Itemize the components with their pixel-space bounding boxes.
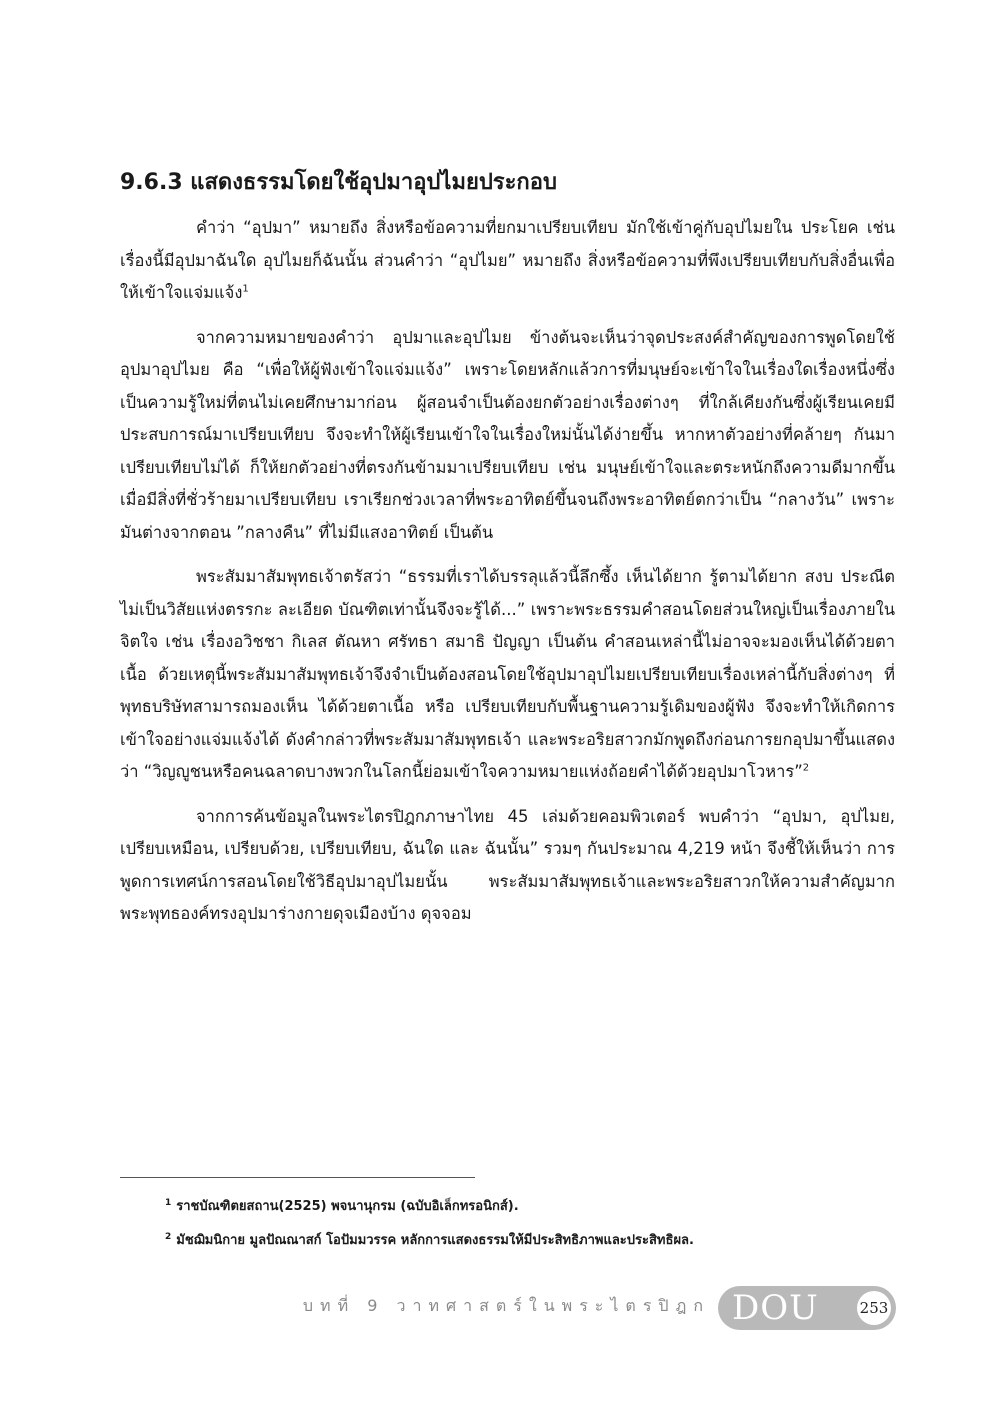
footnote-text: ราชบัณฑิตยสถาน(2525) พจนานุกรม (ฉบับอิเล็กทรอนิกส์). [176, 1199, 519, 1214]
footnote-1 [165, 1197, 895, 1217]
footnote-text: มัชฌิมนิกาย มูลปัณณาสก์ โอปัมมวรรค หลักการแสดงธรรมให้มีประสิทธิภาพและประสิทธิผล. [176, 1233, 694, 1248]
footer-badge [718, 1286, 896, 1330]
paragraph-purpose [120, 322, 895, 550]
footnote-2 [165, 1231, 895, 1251]
paragraph-text: จากความหมายของคำว่า อุปมาและอุปไมย ข้างต้นจะเห็นว่าจุดประสงค์สำคัญของการพูดโดยใช้อุปมาอุปไมย คือ “เพื่อให้ผู้ฟังเข้าใจแจ่มแจ้ง” เพราะโดยหลักแล้วการที่มนุษย์จะเข้าใจในเรื่องใดเรื่องหนึ่งซึ่งเป็นความรู้ใหม่ที่ตนไม่เคยศึกษามาก่อน ผู้สอนจำเป็นต้องยกตัวอย่างเรื่องต่างๆ ที่ใกล้เคียงกันซึ่งผู้เรียนเคยมีประสบการณ์มาเปรียบเทียบ จึงจะทำให้ผู้เรียนเข้าใจในเรื่องใหม่นั้นได้ง่ายขึ้น หากหาตัวอย่างที่คล้ายๆ กันมาเปรียบเทียบไม่ได้ ก็ให้ยกตัวอย่างที่ตรงกันข้ามมาเปรียบเทียบ เช่น มนุษย์เข้าใจและตระหนักถึงความดีมากขึ้น เมื่อมีสิ่งที่ชั่วร้ายมาเปรียบเทียบ เราเรียกช่วงเวลาที่พระอาทิตย์ขึ้นจนถึงพระอาทิตย์ตกว่าเป็น “กลางวัน” เพราะมันต่างจากตอน ”กลางคืน” ที่ไม่มีแสงอาทิตย์ เป็นต้น [120, 327, 895, 542]
footnotes [165, 1197, 895, 1265]
footnote-marker: 1 [242, 283, 249, 295]
page-number: 253 [857, 1291, 891, 1325]
footnote-divider [120, 1177, 475, 1178]
body-text [120, 212, 895, 943]
paragraph-buddha-teaching [120, 561, 895, 789]
footnote-marker: 2 [802, 762, 810, 774]
paragraph-tipitaka-search [120, 801, 895, 931]
paragraph-upama-definition [120, 212, 895, 310]
section-heading: 9.6.3 แสดงธรรมโดยใช้อุปมาอุปไมยประกอบ [120, 170, 557, 195]
paragraph-text: พระสัมมาสัมพุทธเจ้าตรัสว่า “ธรรมที่เราได้บรรลุแล้วนี้ลึกซึ้ง เห็นได้ยาก รู้ตามได้ยาก สงบ ประณีต ไม่เป็นวิสัยแห่งตรรกะ ละเอียด บัณฑิตเท่านั้นจึงจะรู้ได้...” เพราะพระธรรมคำสอนโดยส่วนใหญ่เป็นเรื่องภายในจิตใจ เช่น เรื่องอวิชชา กิเลส ตัณหา ศรัทธา สมาธิ ปัญญา เป็นต้น คำสอนเหล่านี้ไม่อาจจะมองเห็นได้ด้วยตาเนื้อ ด้วยเหตุนี้พระสัมมาสัมพุทธเจ้าจึงจำเป็นต้องสอนโดยใช้อุปมาอุปไมยเปรียบเทียบเรื่องเหล่านี้กับสิ่งต่างๆ ที่พุทธบริษัทสามารถมองเห็น ได้ด้วยตาเนื้อ หรือ เปรียบเทียบกับพื้นฐานความรู้เดิมของผู้ฟัง จึงจะทำให้เกิดการเข้าใจอย่างแจ่มแจ้งได้ ดังคำกล่าวที่พระสัมมาสัมพุทธเจ้า และพระอริยสาวกมักพูดถึงก่อนการยกอุปมาขึ้นแสดงว่า “วิญญูชนหรือคนฉลาดบางพวกในโลกนี้ย่อมเข้าใจความหมายแห่งถ้อยคำได้ด้วยอุปมาโวหาร” [120, 567, 895, 781]
chapter-title: บทที่ 9 วาทศาสตร์ในพระไตรปิฎก [302, 1296, 710, 1315]
dou-logo: DOU [732, 1288, 819, 1328]
footnote-number: 1 [165, 1197, 172, 1208]
paragraph-text: จากการค้นข้อมูลในพระไตรปิฎกภาษาไทย 45 เล่มด้วยคอมพิวเตอร์ พบคำว่า “อุปมา, อุปไมย, เปรียบเหมือน, เปรียบด้วย, เปรียบเทียบ, ฉันใด และ ฉันนั้น” รวมๆ กันประมาณ 4,219 หน้า จึงชี้ให้เห็นว่า การพูดการเทศน์การสอนโดยใช้วิธีอุปมาอุปไมยนั้น พระสัมมาสัมพุทธเจ้าและพระอริยสาวกให้ความสำคัญมาก พระพุทธองค์ทรงอุปมาร่างกายดุจเมืองบ้าง ดุจจอม [120, 806, 895, 923]
paragraph-text: คำว่า “อุปมา” หมายถึง สิ่งหรือข้อความที่ยกมาเปรียบเทียบ มักใช้เข้าคู่กับอุปไมยใน ประโยค เช่น เรื่องนี้มีอุปมาฉันใด อุปไมยก็ฉันนั้น ส่วนคำว่า “อุปไมย” หมายถึง สิ่งหรือข้อความที่พึงเปรียบเทียบกับสิ่งอื่นเพื่อให้เข้าใจแจ่มแจ้ง [120, 218, 895, 302]
page-footer [300, 1286, 900, 1330]
footnote-number: 2 [165, 1231, 172, 1242]
